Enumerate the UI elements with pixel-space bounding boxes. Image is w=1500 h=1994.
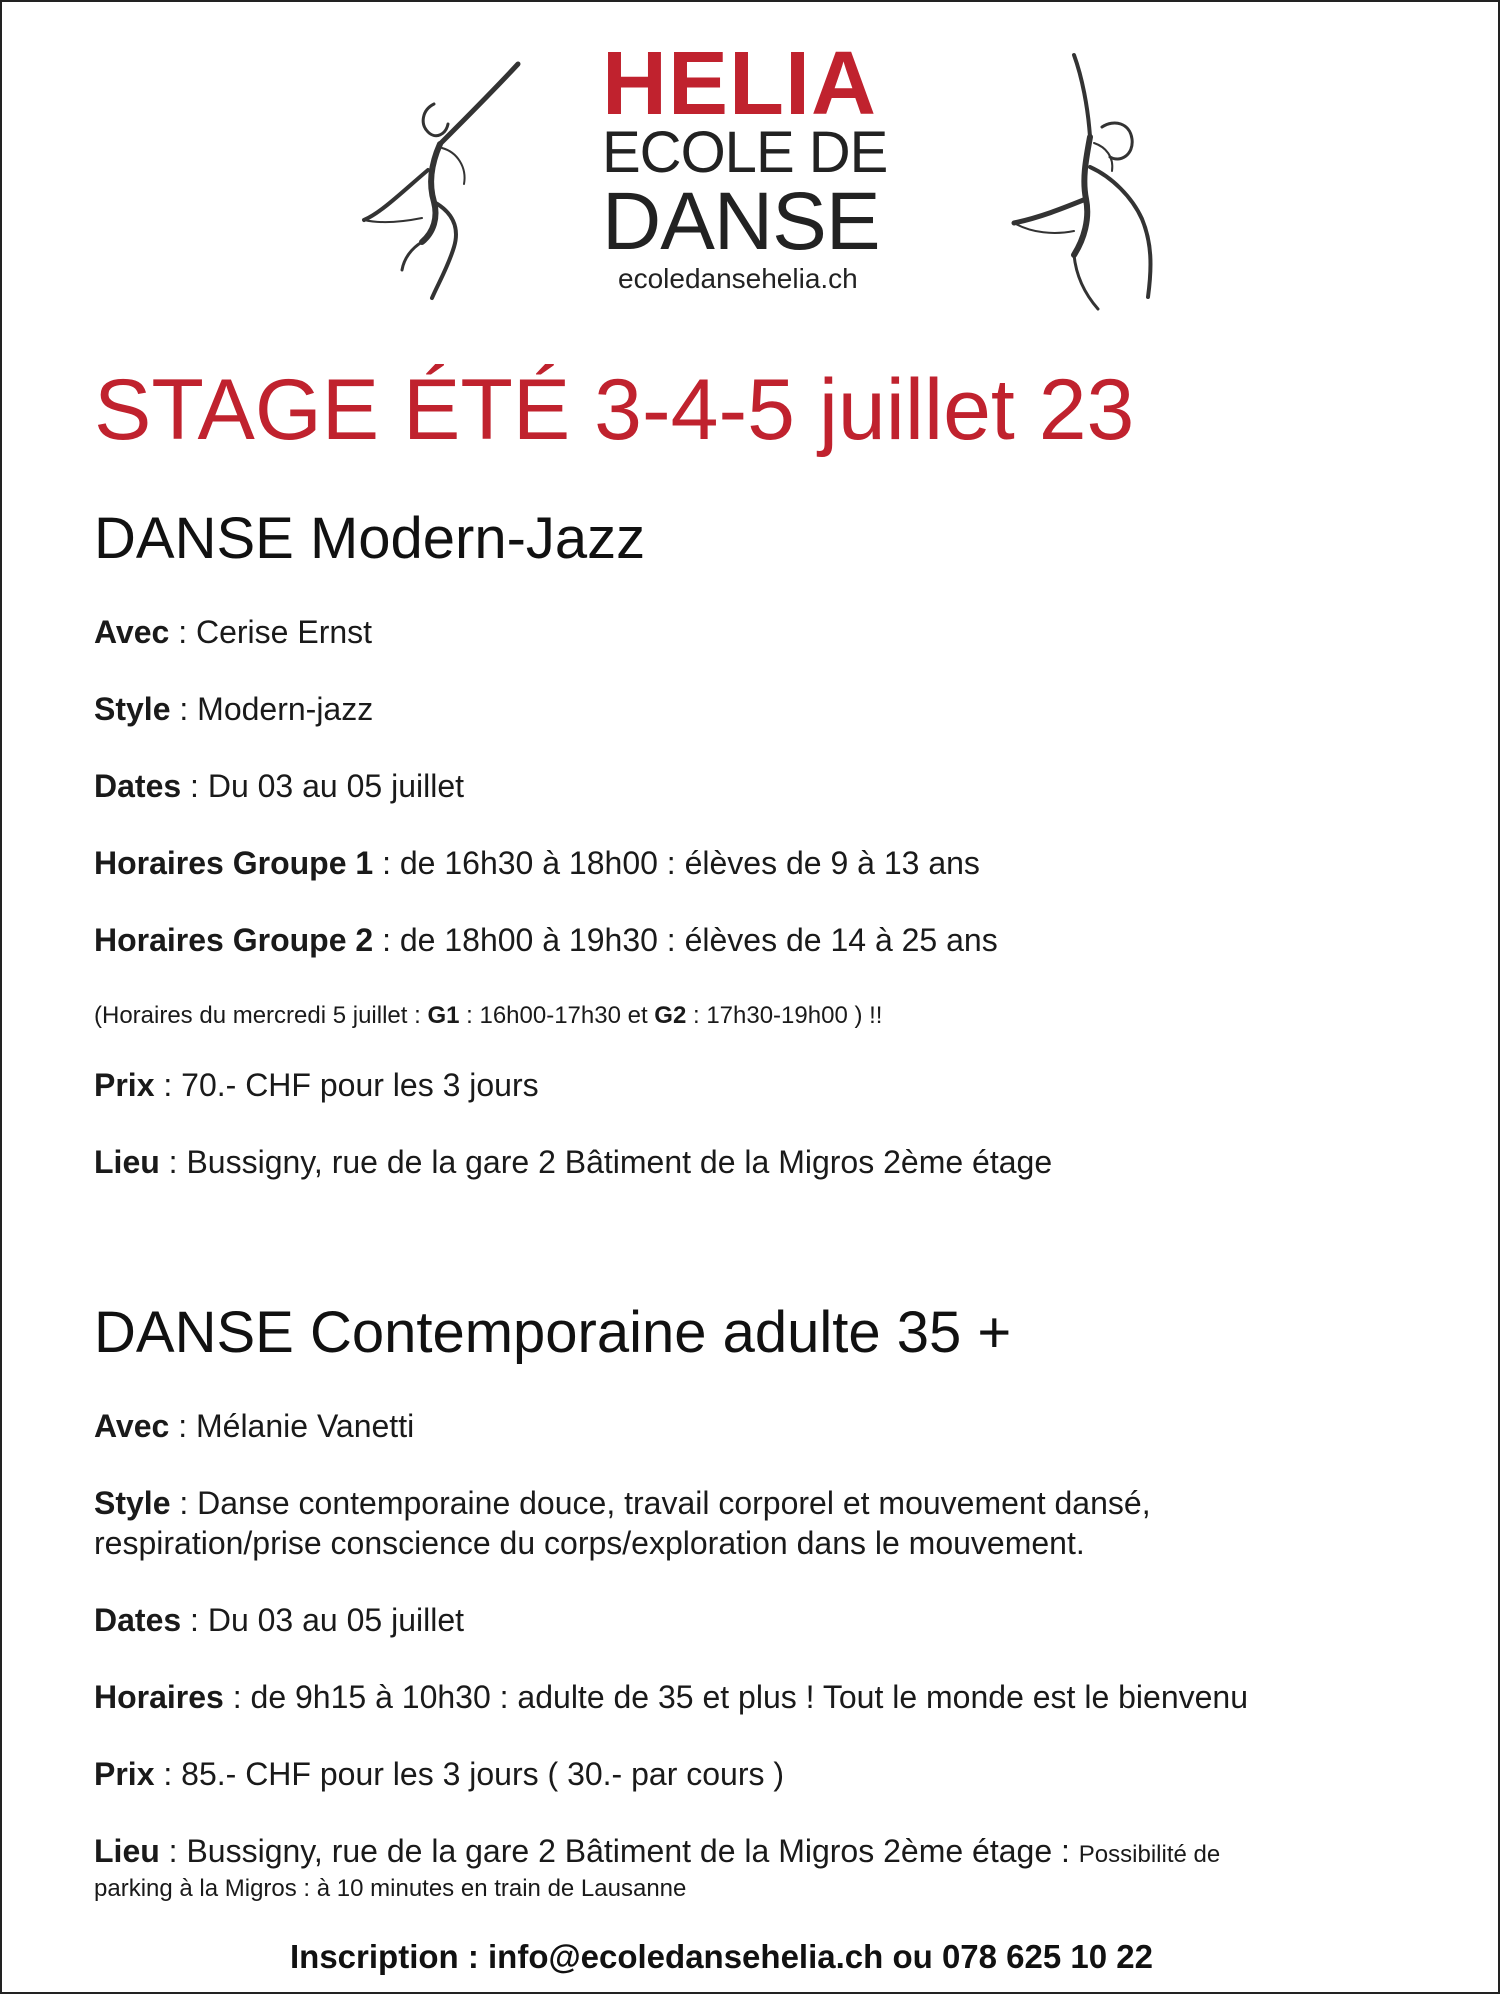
- s1-g1-value: : de 16h30 à 18h00 : élèves de 9 à 13 ans: [373, 845, 980, 881]
- section-heading-modern-jazz: DANSE Modern-Jazz: [94, 506, 646, 571]
- s1-dates-line: [94, 766, 464, 806]
- s1-style-value: : Modern-jazz: [170, 691, 374, 727]
- s2-prix-label: Prix: [94, 1756, 155, 1792]
- s1-style-line: [94, 689, 373, 729]
- s2-dates-line: [94, 1600, 464, 1640]
- s2-horaires-value: : de 9h15 à 10h30 : adulte de 35 et plus ! Tout le monde est le bienvenu: [223, 1679, 1249, 1715]
- page-title: STAGE ÉTÉ 3-4-5 juillet 23: [94, 362, 1135, 458]
- s1-note-a: (Horaires du mercredi 5 juillet :: [94, 1002, 428, 1029]
- logo-line-ecole: ECOLE DE: [602, 120, 888, 185]
- s1-g2-line: [94, 920, 998, 960]
- s2-lieu-line-2: parking à la Migros : à 10 minutes en train de Lausanne: [94, 1875, 687, 1902]
- dancer-right-illustration: [1002, 47, 1182, 317]
- s2-horaires-line: [94, 1677, 1248, 1717]
- s2-prix-line: [94, 1754, 784, 1794]
- s1-prix-label: Prix: [94, 1067, 155, 1103]
- s2-dates-value: : Du 03 au 05 juillet: [181, 1602, 464, 1638]
- s2-lieu-small: Possibilité de: [1078, 1841, 1221, 1868]
- s1-prix-value: : 70.- CHF pour les 3 jours: [154, 1067, 539, 1103]
- registration-contact: Inscription : info@ecoledansehelia.ch ou 078 625 10 22: [290, 1938, 1153, 1975]
- s1-g1-line: [94, 843, 980, 883]
- s2-dates-label: Dates: [94, 1602, 182, 1638]
- s2-avec-line: [94, 1406, 414, 1446]
- s1-lieu-line: [94, 1142, 1052, 1182]
- school-logo: [602, 34, 922, 296]
- s1-avec-label: Avec: [94, 614, 170, 650]
- s2-horaires-label: Horaires: [94, 1679, 224, 1715]
- s1-avec-line: [94, 612, 372, 652]
- s1-g1-label: Horaires Groupe 1: [94, 845, 374, 881]
- s1-note-b: : 16h00-17h30 et: [459, 1002, 655, 1029]
- logo-brand: HELIA: [602, 34, 877, 134]
- s2-avec-label: Avec: [94, 1408, 170, 1444]
- s1-avec-value: : Cerise Ernst: [169, 614, 373, 650]
- s1-dates-label: Dates: [94, 768, 182, 804]
- s1-lieu-value: : Bussigny, rue de la gare 2 Bâtiment de la Migros 2ème étage: [159, 1144, 1053, 1180]
- s1-g2-value: : de 18h00 à 19h30 : élèves de 14 à 25 ans: [373, 922, 998, 958]
- s1-style-label: Style: [94, 691, 171, 727]
- dancer-left-illustration: [342, 52, 522, 302]
- s1-lieu-label: Lieu: [94, 1144, 160, 1180]
- s1-g2-label: Horaires Groupe 2: [94, 922, 374, 958]
- s2-lieu-value: : Bussigny, rue de la gare 2 Bâtiment de la Migros 2ème étage :: [159, 1833, 1079, 1869]
- s1-note-g1: G1: [427, 1002, 460, 1029]
- s2-prix-value: : 85.- CHF pour les 3 jours ( 30.- par cours ): [154, 1756, 785, 1792]
- logo-url: ecoledansehelia.ch: [618, 263, 858, 294]
- s2-avec-value: : Mélanie Vanetti: [169, 1408, 415, 1444]
- s2-style-line-2: respiration/prise conscience du corps/exploration dans le mouvement.: [94, 1525, 1085, 1561]
- s1-note-g2: G2: [654, 1002, 687, 1029]
- s2-style-line: [94, 1483, 1151, 1523]
- s1-note-c: : 17h30-19h00 ) !!: [686, 1002, 883, 1029]
- s2-style-label: Style: [94, 1485, 171, 1521]
- s1-prix-line: [94, 1065, 539, 1105]
- section-heading-contemporaine: DANSE Contemporaine adulte 35 +: [94, 1300, 1012, 1365]
- s1-dates-value: : Du 03 au 05 juillet: [181, 768, 464, 804]
- s2-style-value: : Danse contemporaine douce, travail corporel et mouvement dansé,: [170, 1485, 1151, 1521]
- s1-wednesday-note: [94, 996, 882, 1036]
- logo-line-danse: DANSE: [602, 176, 880, 267]
- s2-lieu-label: Lieu: [94, 1833, 160, 1869]
